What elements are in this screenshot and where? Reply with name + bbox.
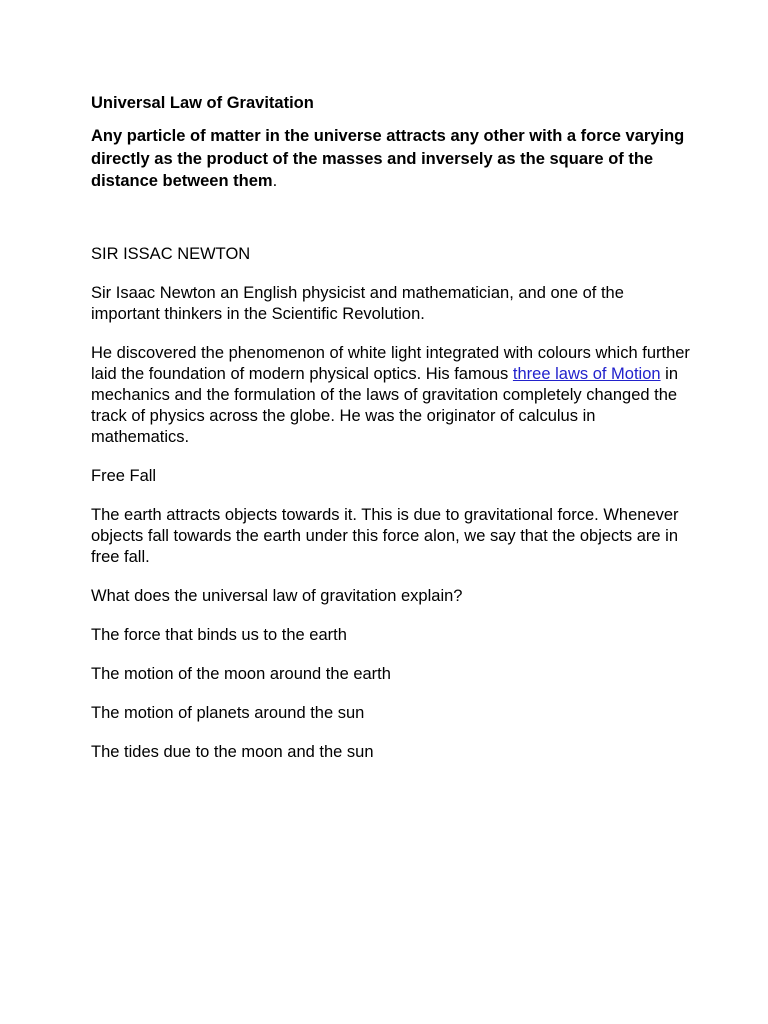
newton-intro-paragraph: Sir Isaac Newton an English physicist and mathematician, and one of the important thinkers in the Scientific Revolution. <box>91 283 624 323</box>
law-statement <box>91 125 691 193</box>
law-statement-period: . <box>272 172 278 190</box>
question-text: What does the universal law of gravitation explain? <box>91 586 463 605</box>
newton-heading: SIR ISSAC NEWTON <box>91 244 251 263</box>
free-fall-heading: Free Fall <box>91 466 157 485</box>
discovery-text-after-link: in mechanics and the formulation of the laws of gravitation completely changed the track of physics across the globe. He was the originator of calculus in mathematics. <box>91 364 678 446</box>
discovery-text-before-link: He discovered the phenomenon of white light integrated with colours which further laid the foundation of modern physical optics. His famous <box>91 343 690 383</box>
answer-item: The motion of the moon around the earth <box>91 664 391 683</box>
free-fall-paragraph: The earth attracts objects towards it. This is due to gravitational force. Whenever objects fall towards the earth under this force alon, we say that the objects are in free fall. <box>91 505 679 566</box>
law-statement-text: Any particle of matter in the universe attracts any other with a force varying directly as the product of the masses and inversely as the square of the distance between them <box>91 127 685 190</box>
answer-item: The motion of planets around the sun <box>91 703 365 722</box>
newton-discovery-paragraph <box>91 343 691 448</box>
three-laws-of-motion-link[interactable]: three laws of Motion <box>512 364 661 383</box>
document-page <box>91 92 691 763</box>
answer-item: The tides due to the moon and the sun <box>91 742 374 761</box>
answer-item: The force that binds us to the earth <box>91 625 347 644</box>
document-title: Universal Law of Gravitation <box>91 94 314 112</box>
